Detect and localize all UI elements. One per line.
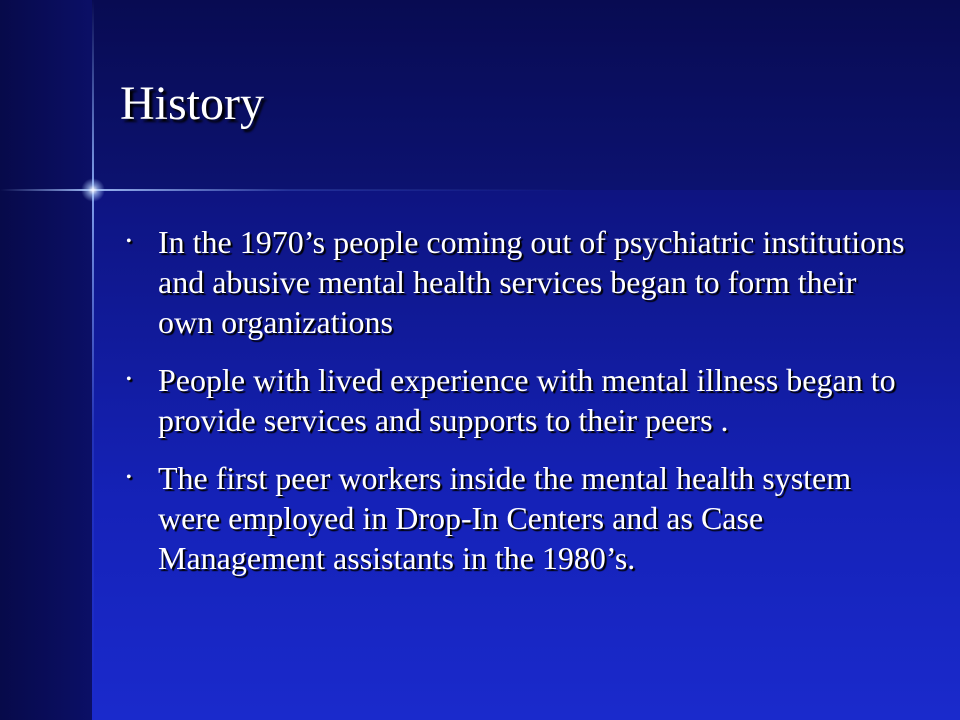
horizontal-glow-line xyxy=(0,189,960,191)
bullet-list xyxy=(126,222,916,596)
bullet-item xyxy=(126,458,916,578)
vertical-glow-line xyxy=(92,0,94,720)
bullet-text: The first peer workers inside the mental health system were employed in Drop-In Centers and as Case Management assistants in the 1980’s. xyxy=(158,460,852,576)
bullet-text: People with lived experience with mental illness began to provide services and supports to their peers . xyxy=(158,362,896,438)
bullet-dot-icon: • xyxy=(126,469,132,486)
bullet-text: In the 1970’s people coming out of psychiatric institutions and abusive mental health services began to form their own organizations xyxy=(158,224,905,340)
bullet-dot-icon: • xyxy=(126,371,132,388)
left-band-decoration xyxy=(0,0,92,720)
slide-title: History xyxy=(120,77,264,130)
bullet-item xyxy=(126,222,916,342)
bullet-dot-icon: • xyxy=(126,233,132,250)
sparkle-icon xyxy=(81,178,105,202)
bullet-item xyxy=(126,360,916,440)
